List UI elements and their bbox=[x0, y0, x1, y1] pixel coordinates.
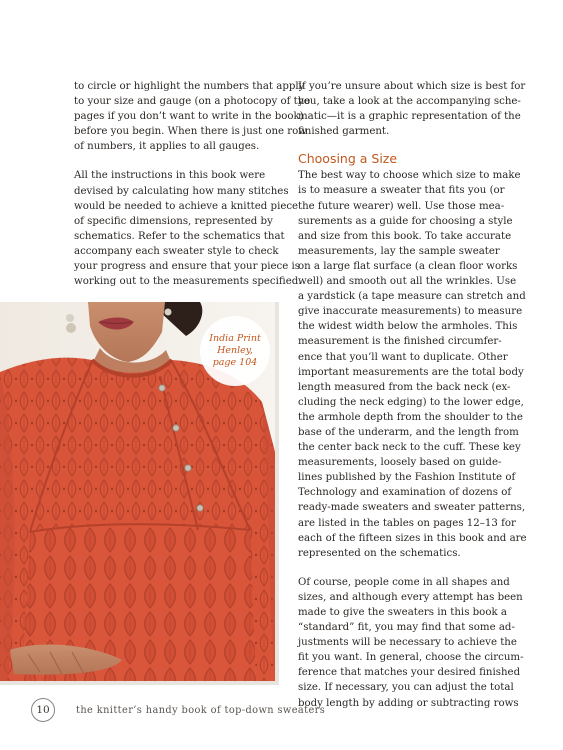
caption-line-3: page 104 bbox=[212, 357, 258, 368]
text-line: sizes, and although every attempt has been bbox=[298, 591, 523, 603]
text-line: give inaccurate measurements) to measure bbox=[298, 306, 523, 318]
text-line: lines published by the Fashion Institute of bbox=[298, 472, 516, 484]
text-line: the center back neck to the cuff. These key bbox=[298, 442, 521, 454]
text-line: working out to the measurements specified. bbox=[74, 276, 302, 288]
text-line: to circle or highlight the numbers that apply bbox=[74, 81, 305, 92]
text-line: measurement is the finished circumfer- bbox=[298, 336, 502, 348]
section-heading: Choosing a Size bbox=[298, 151, 398, 167]
text-line: size. If necessary, you can adjust the total bbox=[298, 682, 514, 694]
text-line: and size from this book. To take accurate bbox=[298, 230, 512, 242]
text-line: accompany each sweater style to check bbox=[74, 245, 279, 257]
text-line: important measurements are the total body bbox=[298, 366, 524, 378]
caption-line-2: Henley, bbox=[217, 345, 253, 356]
text-line: on a large flat surface (a clean floor works bbox=[298, 260, 518, 272]
text-line: schematics. Refer to the schematics that bbox=[74, 230, 285, 242]
text-line: the armhole depth from the shoulder to the bbox=[298, 411, 523, 423]
text-line: matic—it is a graphic representation of the bbox=[298, 111, 521, 123]
text-line: you, take a look at the accompanying sche- bbox=[298, 96, 521, 108]
text-line: If you’re unsure about which size is best for bbox=[298, 81, 526, 92]
text-line: justments will be necessary to achieve the bbox=[298, 637, 517, 649]
text-line: made to give the sweaters in this book a bbox=[298, 607, 507, 618]
text-line: devised by calculating how many stitches bbox=[74, 185, 289, 197]
text-line: base of the underarm, and the length from bbox=[298, 426, 519, 438]
page-number: 10 bbox=[31, 698, 55, 722]
photo-caption bbox=[200, 316, 270, 386]
text-line: to your size and gauge (on a photocopy of the bbox=[74, 96, 311, 108]
text-line: pages if you don’t want to write in the book) bbox=[74, 111, 304, 123]
text-line: Of course, people come in all shapes and bbox=[298, 576, 510, 588]
text-line: cluding the neck edging) to the lower edge, bbox=[298, 396, 524, 408]
left-text-column bbox=[74, 79, 311, 289]
right-text-column bbox=[298, 79, 527, 711]
text-line: fit you want. In general, choose the circum- bbox=[298, 652, 524, 664]
text-line: your progress and ensure that your piece is bbox=[74, 261, 300, 273]
text-line: surements as a guide for choosing a style bbox=[298, 215, 513, 227]
right-paragraph-2 bbox=[298, 168, 527, 560]
text-line: are listed in the tables on pages 12–13 for bbox=[298, 517, 516, 529]
text-line: measurements, lay the sample sweater bbox=[298, 245, 500, 257]
text-line: length measured from the back neck (ex- bbox=[298, 381, 511, 393]
page-footer bbox=[31, 698, 325, 722]
text-line: finished garment. bbox=[298, 126, 390, 138]
text-line: measurements, loosely based on guide- bbox=[298, 457, 502, 469]
text-line: ference that matches your desired finished bbox=[298, 667, 521, 679]
right-paragraph-3 bbox=[298, 575, 524, 711]
text-line: of specific dimensions, represented by bbox=[74, 215, 273, 227]
text-line: is to measure a sweater that fits you (or bbox=[298, 185, 505, 197]
left-paragraph-2 bbox=[74, 168, 302, 289]
text-line: would be needed to achieve a knitted piece bbox=[74, 200, 299, 212]
text-line: the widest width below the armholes. This bbox=[298, 321, 518, 333]
text-line: a yardstick (a tape measure can stretch and bbox=[298, 291, 526, 303]
text-line: All the instructions in this book were bbox=[74, 170, 266, 182]
text-line: ence that you’ll want to duplicate. Other bbox=[298, 351, 508, 363]
text-line: body length by adding or subtracting rows bbox=[298, 697, 519, 709]
text-line: ready-made sweaters and sweater patterns, bbox=[298, 502, 526, 514]
left-paragraph-1 bbox=[74, 79, 311, 154]
text-line: before you begin. When there is just one row bbox=[74, 126, 308, 138]
text-line: of numbers, it applies to all gauges. bbox=[74, 141, 260, 153]
text-line: The best way to choose which size to make bbox=[298, 170, 521, 182]
caption-line-1: India Print bbox=[209, 333, 261, 344]
text-line: represented on the schematics. bbox=[298, 547, 461, 559]
text-line: each of the fifteen sizes in this book and are bbox=[298, 532, 527, 544]
running-title: the knitter’s handy book of top-down sweaters bbox=[76, 704, 326, 716]
text-line: “standard” fit, you may find that some ad- bbox=[298, 622, 515, 634]
text-line: Technology and examination of dozens of bbox=[298, 487, 512, 499]
right-paragraph-1 bbox=[298, 79, 526, 139]
text-line: the future wearer) well. Use those mea- bbox=[298, 200, 505, 212]
text-line: well) and smooth out all the wrinkles. Use bbox=[298, 276, 517, 288]
